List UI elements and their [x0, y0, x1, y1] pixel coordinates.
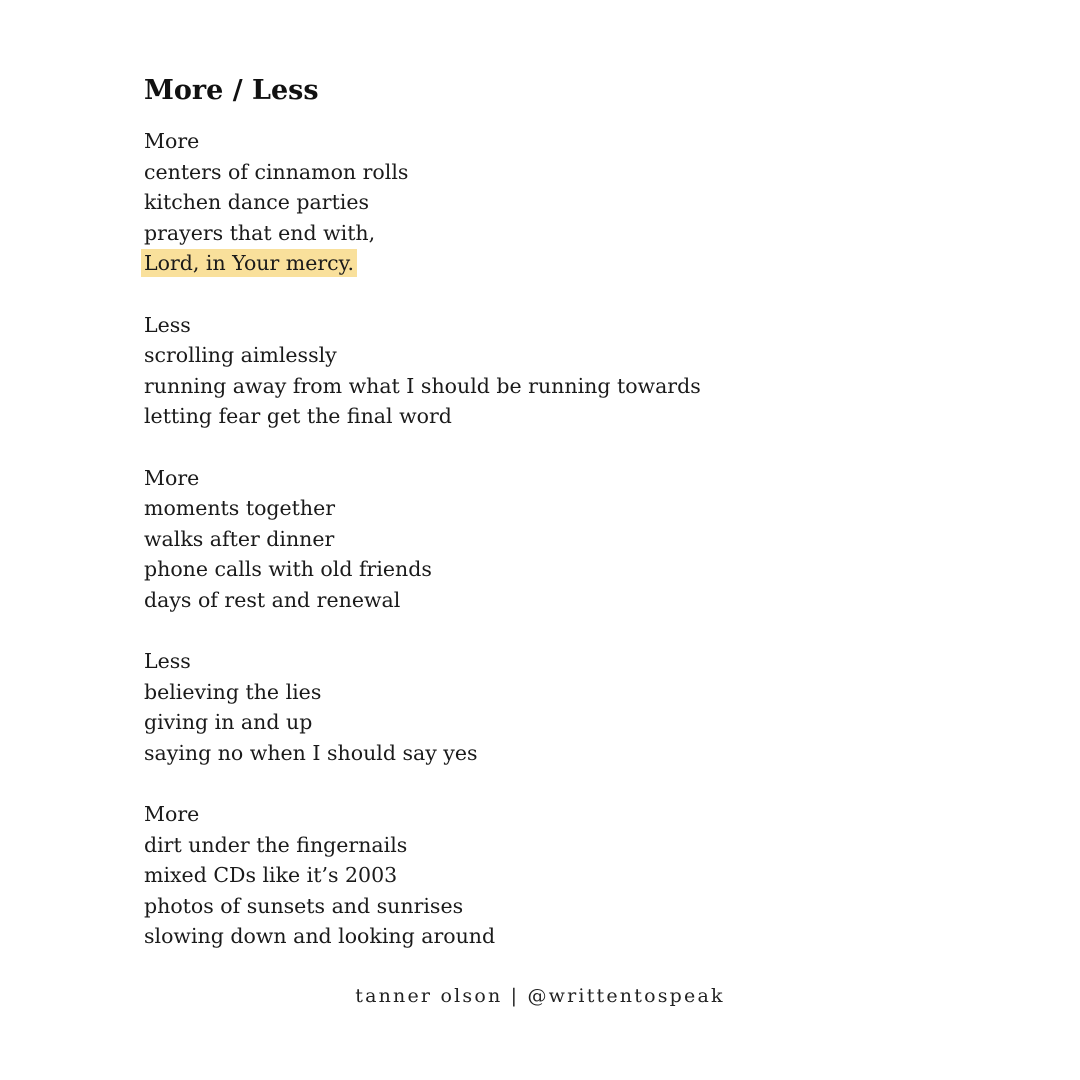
poem-line [144, 187, 964, 218]
poem-line [144, 524, 964, 555]
line-text: centers of cinnamon rolls [144, 159, 409, 184]
stanza [144, 126, 964, 279]
line-text: Less [144, 312, 191, 337]
author-credit: tanner olson | @writtentospeak [355, 985, 725, 1007]
line-text: photos of sunsets and sunrises [144, 893, 464, 918]
line-text: More [144, 465, 200, 490]
poem-line [144, 371, 964, 402]
poem-line [144, 921, 964, 952]
stanza [144, 310, 964, 432]
poem-line [144, 126, 964, 157]
poem-line [144, 554, 964, 585]
poem-line [144, 646, 964, 677]
stanza [144, 646, 964, 768]
line-text: moments together [144, 496, 336, 521]
line-text: Less [144, 649, 191, 674]
line-text: More [144, 129, 200, 153]
poem-line [144, 157, 964, 188]
line-text: slowing down and looking around [144, 924, 496, 949]
stanza [144, 463, 964, 616]
line-text: saying no when I should say yes [144, 740, 478, 765]
line-text: prayers that end with, [144, 220, 376, 245]
line-text: mixed CDs like it’s 2003 [144, 863, 398, 888]
poem-line [144, 860, 964, 891]
poem-body [144, 126, 964, 952]
line-text: walks after dinner [144, 526, 335, 551]
poem-line [144, 310, 964, 341]
poem-line [144, 677, 964, 708]
line-text: More [144, 802, 200, 827]
poem-line [144, 830, 964, 861]
line-text: giving in and up [144, 710, 313, 735]
line-text: days of rest and renewal [144, 587, 401, 612]
poem-title: More / Less [144, 75, 319, 106]
poem-line [144, 585, 964, 616]
poem-line [144, 463, 964, 494]
line-text: phone calls with old friends [144, 557, 432, 582]
highlighted-line-text: Lord, in Your mercy. [141, 249, 357, 277]
line-text: believing the lies [144, 679, 322, 704]
poem-line [144, 891, 964, 922]
poem-line [144, 340, 964, 371]
poem-line [144, 707, 964, 738]
poem-line [144, 218, 964, 249]
line-text: kitchen dance parties [144, 190, 370, 215]
poem-line [144, 493, 964, 524]
poem-line [144, 738, 964, 769]
poem [144, 72, 964, 952]
line-text: running away from what I should be running towards [144, 373, 701, 398]
poem-line [144, 401, 964, 432]
poem-line [144, 248, 964, 279]
line-text: scrolling aimlessly [144, 343, 337, 368]
poem-line [144, 799, 964, 830]
stanza [144, 799, 964, 952]
line-text: letting fear get the final word [144, 404, 452, 429]
line-text: dirt under the fingernails [144, 832, 408, 857]
